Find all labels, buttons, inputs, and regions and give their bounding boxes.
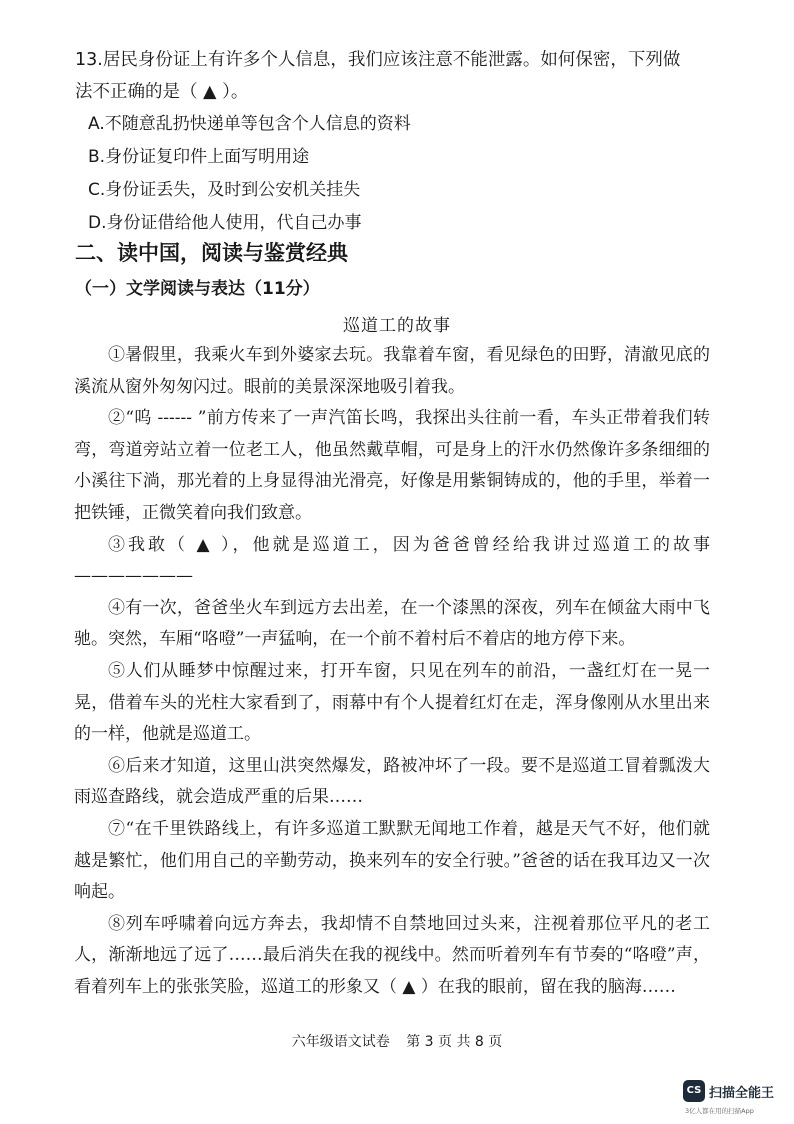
- option-d: D.身份证借给他人使用，代自己办事: [88, 213, 362, 233]
- question-13-line-1: 13.居民身份证上有许多个人信息，我们应该注意不能泄露。如何保密，下列做: [75, 50, 681, 70]
- page-number: 第 3 页 共 8 页: [406, 1034, 503, 1050]
- option-a: A.不随意乱扔快递单等包含个人信息的资料: [88, 114, 411, 134]
- section-heading: 二、读中国，阅读与鉴赏经典: [75, 241, 348, 265]
- story-body: [74, 340, 710, 1003]
- paragraph-1: ①暑假里，我乘火车到外婆家去玩。我靠着车窗，看见绿色的田野，清澈见底的溪流从窗外匆匆闪过。眼前的美景深深地吸引着我。: [74, 345, 710, 397]
- question-13: [75, 44, 715, 108]
- paragraph-6: ⑥后来才知道，这里山洪突然爆发，路被冲坏了一段。要不是巡道工冒着瓢泼大雨巡查路线，就会造成严重的后果……: [74, 755, 710, 808]
- question-13-line-2: 法不正确的是（ ▲ ）。: [75, 82, 249, 102]
- subsection-heading: （一）文学阅读与表达（11分）: [75, 279, 320, 299]
- option-b: B.身份证复印件上面写明用途: [88, 147, 310, 167]
- question-13-options: [88, 108, 708, 240]
- watermark-tagline: 3亿人都在用的扫描App: [685, 1107, 754, 1115]
- paragraph-5: ⑤人们从睡梦中惊醒过来，打开车窗，只见在列车的前沿，一盏红灯在一晃一晃，借着车头的光柱大家看到了，雨幕中有个人提着红灯在走，浑身像刚从水里出来的一样，他就是巡道工。: [74, 660, 710, 745]
- paragraph-4: ④有一次，爸爸坐火车到远方去出差，在一个漆黑的深夜，列车在倾盆大雨中飞驰。突然，车厢“咯噔”一声猛响，在一个前不着村后不着店的地方停下来。: [74, 597, 710, 650]
- watermark-name: 扫描全能王: [709, 1086, 775, 1101]
- page-footer: [0, 1031, 794, 1051]
- option-c: C.身份证丢失，及时到公安机关挂失: [88, 180, 361, 200]
- paragraph-8: ⑧列车呼啸着向远方奔去，我却情不自禁地回过头来，注视着那位平凡的老工人，渐渐地远了远了……最后消失在我的视线中。然而听着列车有节奏的“咯噔”声，看着列车上的张张笑脸，巡道工的形象又（ ▲ ）在我的眼前，留在我的脑海……: [74, 913, 710, 997]
- paragraph-2: ②“呜 ------ ”前方传来了一声汽笛长鸣，我探出头往前一看，车头正带着我们转弯，弯道旁站立着一位老工人，他虽然戴草帽，可是身上的汗水仍然像许多条细细的小溪往下淌，那光着的上身显得油光滑亮，好像是用紫铜铸成的，他的手里，举着一把铁锤，正微笑着向我们致意。: [74, 408, 710, 523]
- exam-name: 六年级语文试卷: [291, 1034, 390, 1050]
- scanner-watermark: [683, 1078, 783, 1116]
- camscanner-logo-icon: CS: [683, 1080, 705, 1102]
- paragraph-3: ③我敢（ ▲ ），他就是巡道工，因为爸爸曾经给我讲过巡道工的故事———————: [74, 534, 710, 587]
- story-title: 巡道工的故事: [343, 316, 451, 336]
- paragraph-7: ⑦“在千里铁路线上，有许多巡道工默默无闻地工作着，越是天气不好，他们就越是繁忙，他们用自己的辛勤劳动，换来列车的安全行驶。”爸爸的话在我耳边又一次响起。: [74, 818, 710, 903]
